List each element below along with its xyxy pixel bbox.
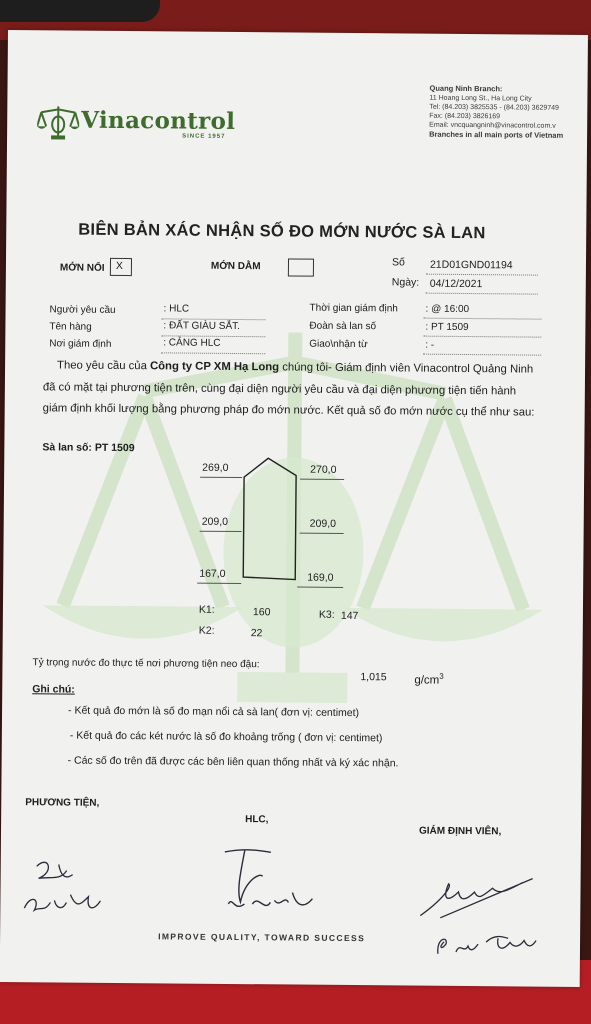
so-label: Số — [391, 256, 405, 269]
branch-fax: Fax: (84.203) 3826169 — [429, 112, 501, 121]
sig-phuong-tien: PHƯƠNG TIỆN, — [25, 797, 100, 809]
left-bot-value: 167,0 — [199, 567, 226, 580]
intro-text-1: Theo yêu cầu của — [57, 359, 151, 373]
notes-title: Ghi chú: — [32, 683, 75, 696]
doan-sa-lan-value: : PT 1509 — [425, 321, 469, 334]
doan-sa-lan-label: Đoàn sà lan số — [309, 320, 377, 333]
note-item-3: - Các số đo trên đã được các bên liên quan thống nhất và ký xác nhận. — [67, 754, 399, 770]
density-unit-exp: 3 — [439, 671, 444, 681]
signature-phuong-tien — [20, 850, 111, 923]
background-object — [0, 0, 160, 22]
branch-tel: Tel: (84.203) 3825535 - (84.203) 3629749 — [429, 103, 559, 112]
nguoi-yeu-cau-value: : HLC — [163, 303, 190, 315]
so-value: 21D01GND01194 — [429, 258, 513, 272]
giao-nhan-label: Giao\nhận từ — [309, 338, 368, 351]
density-unit — [414, 672, 444, 687]
footer-slogan: IMPROVE QUALITY, TOWARD SUCCESS — [158, 931, 366, 944]
ngay-value: 04/12/2021 — [429, 277, 483, 291]
right-top-value: 270,0 — [310, 463, 337, 476]
ten-hang-label: Tên hàng — [49, 321, 92, 333]
intro-paragraph — [43, 355, 544, 424]
branch-ports: Branches in all main ports of Vietnam — [429, 129, 564, 140]
thoi-gian-label: Thời gian giám định — [309, 302, 398, 315]
sa-lan-so: Sà lan số: PT 1509 — [42, 441, 135, 455]
intro-text-2: chúng tôi- Giám định viên Vinacontrol Quảng Ninh đã có mặt tại phương tiện trên, cùng đại diện người yêu cầu và đại diện phương tiện tiến hành giám định khối lượng bằng phương pháp đo mớn nước. Kết quả số đo mớn nước cụ thể như sau: — [42, 361, 535, 419]
k3-label: K3: — [318, 608, 335, 621]
density-value: 1,015 — [360, 671, 387, 684]
logo-text: Vinacontrol — [81, 106, 236, 135]
sig-giam-dinh-vien: GIÁM ĐỊNH VIÊN, — [418, 825, 502, 838]
signature-giam-dinh-vien — [412, 862, 553, 959]
noi-giam-dinh-value: : CẢNG HLC — [163, 337, 221, 349]
k2-value: 22 — [250, 627, 263, 640]
k1-label: K1: — [198, 603, 215, 616]
k3-value: 147 — [340, 609, 359, 623]
right-mid-value: 209,0 — [309, 517, 337, 530]
right-bot-value: 169,0 — [307, 571, 334, 584]
branch-email: Email: vncquangninh@vinacontrol.com.v — [429, 121, 556, 130]
sig-hlc: HLC, — [245, 814, 269, 826]
branch-info — [429, 84, 564, 141]
document-title: BIÊN BẢN XÁC NHẬN SỐ ĐO MỚN NƯỚC SÀ LAN — [78, 220, 486, 243]
ten-hang-value: : ĐẤT GIÀU SẮT. — [163, 320, 240, 333]
intro-company: Công ty CP XM Hạ Long — [149, 360, 280, 374]
barge-diagram — [239, 455, 300, 586]
density-unit-text: g/cm — [414, 674, 440, 687]
note-item-2: - Kết quả đo các két nước là số đo khoảng trống ( đơn vị: centimet) — [69, 729, 383, 745]
nguoi-yeu-cau-label: Người yêu cầu — [49, 304, 116, 316]
branch-title: Quang Ninh Branch: — [429, 83, 503, 94]
left-top-value: 269,0 — [202, 461, 229, 474]
density-label: Tỷ trọng nước đo thực tế nơi phương tiện neo đậu: — [32, 657, 260, 671]
signature-hlc — [214, 842, 325, 923]
vinacontrol-scale-icon — [37, 104, 79, 140]
giao-nhan-value: : - — [425, 339, 435, 351]
k2-label: K2: — [198, 624, 215, 637]
branch-address: 11 Hoang Long St., Ha Long City — [429, 94, 532, 103]
note-item-1: - Kết quả đo mớn là số đo mạn nổi cả sà lan( đơn vị: centimet) — [68, 704, 360, 720]
ngay-label: Ngày: — [391, 276, 420, 289]
mon-noi-mark: X — [115, 259, 124, 273]
logo-since: SINCE 1957 — [182, 133, 226, 140]
mon-dam-checkbox — [288, 258, 314, 276]
thoi-gian-value: : @ 16:00 — [425, 303, 470, 316]
mon-dam-label: MỚN DẰM — [210, 260, 261, 273]
document-page — [0, 30, 588, 987]
k1-value: 160 — [252, 606, 271, 619]
mon-noi-label: MỚN NỔI — [59, 262, 105, 274]
noi-giam-dinh-label: Nơi giám định — [49, 338, 112, 350]
left-mid-value: 209,0 — [201, 515, 229, 528]
